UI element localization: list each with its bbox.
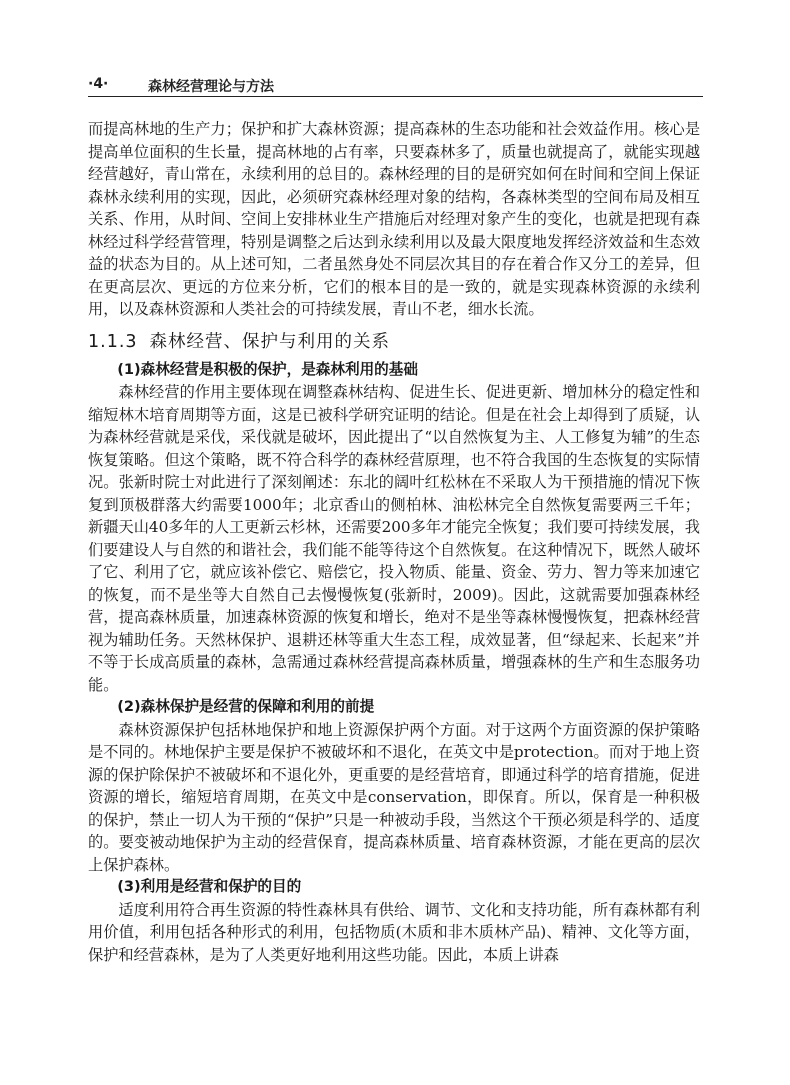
section-title: 森林经营、保护与利用的关系 — [149, 331, 391, 352]
subsection-heading-1: (1)森林经营是积极的保护，是森林利用的基础 — [117, 360, 418, 378]
book-title: 森林经营理论与方法 — [148, 79, 274, 95]
subsection-paragraph-2: 森林资源保护包括林地保护和地上资源保护两个方面。对于这两个方面资源的保护策略是不同的。林地保护主要是保护不被破坏和不退化，在英文中是protection。而对于地上资源的保护除保护不被破坏和不退化外，更重要的是经营培育，即通过科学的培育措施，促进资源的增长，缩短培育周期，在英文中是conservation，即保育。所以，保育是一种积极的保护，禁止一切人为干预的“保护”只是一种被动手段，当然这个干预必须是科学的、适度的。要变被动地保护为主动的经营保育，提高森林质量、培育森林资源，才能在更高的层次上保护森林。 — [88, 720, 700, 874]
section-heading — [88, 330, 700, 354]
page-number: ·4· — [88, 76, 109, 92]
body-text — [88, 118, 700, 966]
subsection-heading-3: (3)利用是经营和保护的目的 — [117, 878, 302, 895]
subsection-paragraph-1: 森林经营的作用主要体现在调整森林结构、促进生长、促进更新、增加林分的稳定性和缩短林木培育周期等方面，这是已被科学研究证明的结论。但是在社会上却得到了质疑，认为森林经营就是采伐，采伐就是破坏，因此提出了“以自然恢复为主、人工修复为辅”的生态恢复策略。但这个策略，既不符合科学的森林经营原理，也不符合我国的生态恢复的实际情况。张新时院士对此进行了深刻阐述：东北的阔叶红松林在不采取人为干预措施的情况下恢复到顶极群落大约需要1000年；北京香山的侧柏林、油松林完全自然恢复需要两三千年；新疆天山40多年的人工更新云杉林，还需要200多年才能完全恢复；我们要可持续发展，我们要建设人与自然的和谐社会，我们能不能等待这个自然恢复。在这种情况下，既然人破坏了它、利用了它，就应该补偿它、赔偿它，投入物质、能量、资金、劳力、智力等来加速它的恢复，而不是坐等大自然自己去慢慢恢复(张新时，2009)。因此，这就需要加强森林经营，提高森林质量，加速森林资源的恢复和增长，绝对不是坐等森林慢慢恢复，把森林经营视为辅助任务。天然林保护、退耕还林等重大生态工程，成效显著，但“绿起来、长起来”并不等于长成高质量的森林，急需通过森林经营提高森林质量，增强森林的生产和生态服务功能。 — [88, 383, 700, 694]
intro-paragraph: 而提高林地的生产力；保护和扩大森林资源；提高森林的生态功能和社会效益作用。核心是提高单位面积的生长量，提高林地的占有率，只要森林多了，质量也就提高了，就能实现越经营越好，青山常在，永续利用的总目的。森林经理的目的是研究如何在时间和空间上保证森林永续利用的实现，因此，必须研究森林经理对象的结构，各森林类型的空间布局及相互关系、作用，从时间、空间上安排林业生产措施后对经理对象产生的变化，也就是把现有森林经过科学经营管理，特别是调整之后达到永续利用以及最大限度地发挥经济效益和生态效益的状态为目的。从上述可知，二者虽然身处不同层次其目的存在着合作又分工的差异，但在更高层次、更远的方位来分析，它们的根本目的是一致的，就是实现森林资源的永续利用，以及森林资源和人类社会的可持续发展，青山不老，细水长流。 — [88, 120, 700, 318]
subsection-heading-2: (2)森林保护是经营的保障和利用的前提 — [117, 698, 375, 715]
section-number: 1.1.3 — [88, 331, 138, 352]
running-head — [88, 74, 703, 97]
subsection-paragraph-3: 适度利用符合再生资源的特性森林具有供给、调节、文化和支持功能，所有森林都有利用价值，利用包括各种形式的利用，包括物质(木质和非木质林产品)、精神、文化等方面，保护和经营森林，是为了人类更好地利用这些功能。因此，本质上讲森 — [88, 900, 700, 964]
